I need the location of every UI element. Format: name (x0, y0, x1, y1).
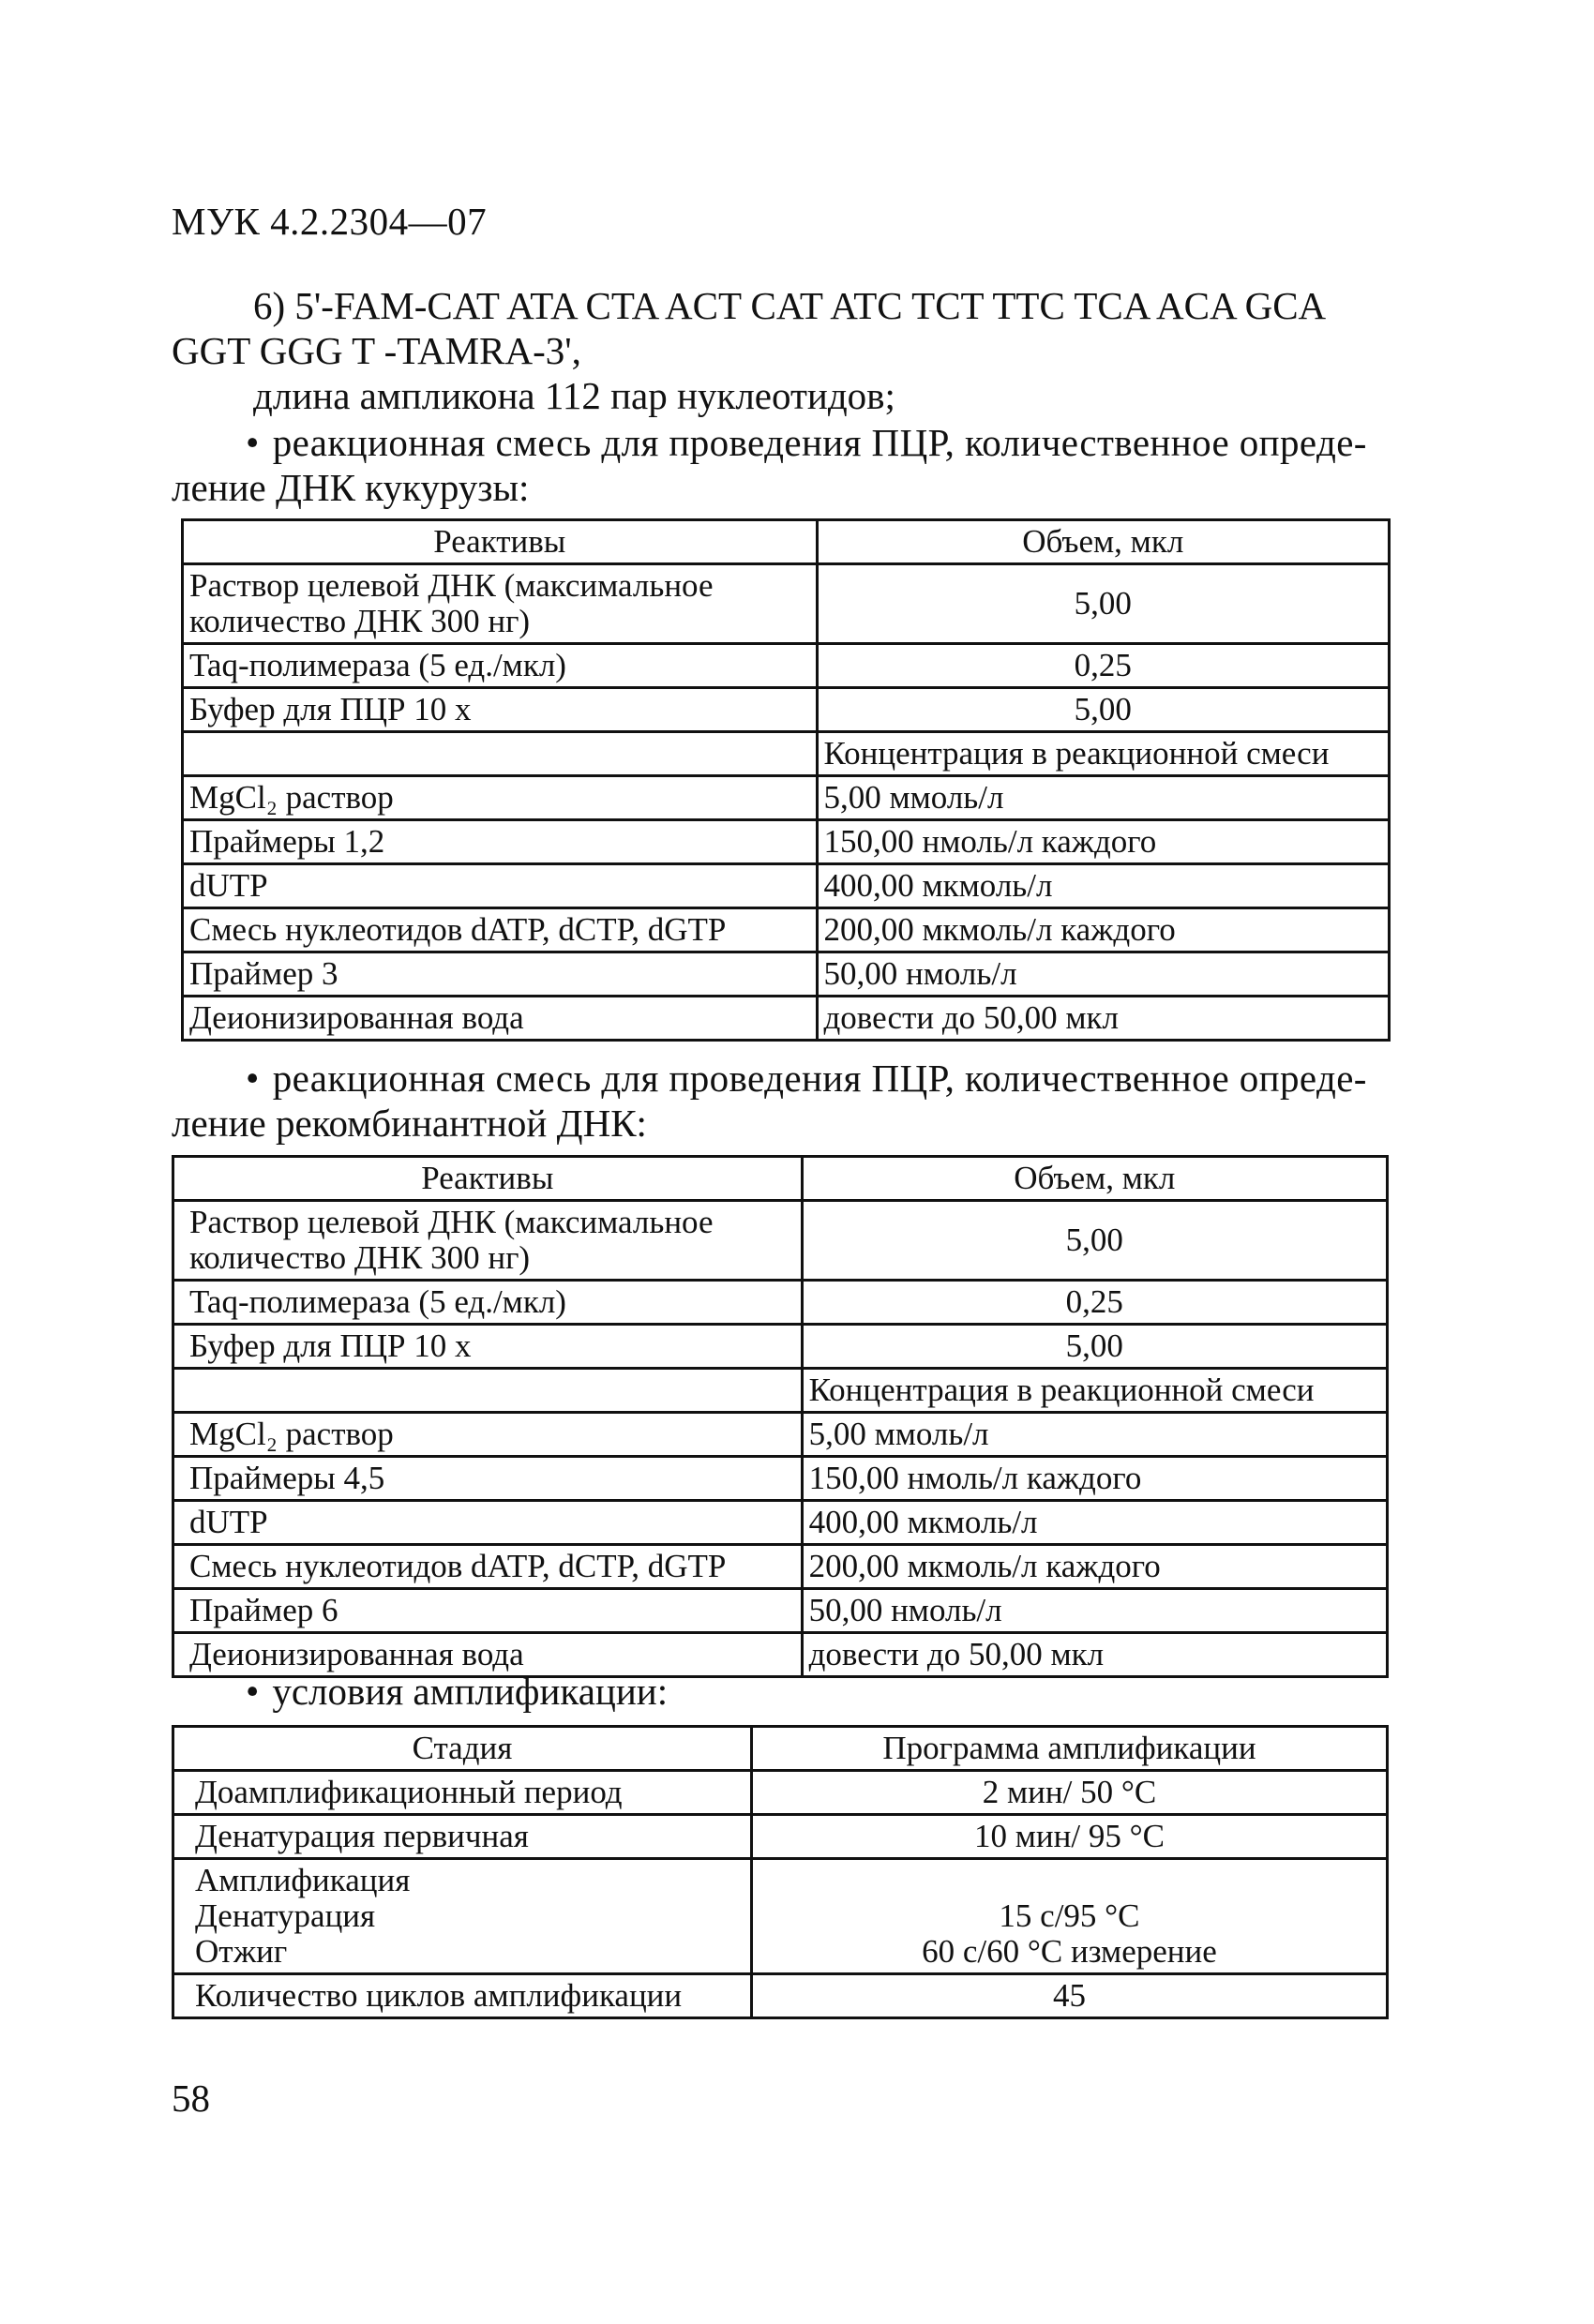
table-row (183, 776, 1390, 820)
table-cell-value: довести до 50,00 мкл (802, 1633, 1387, 1677)
probe-sequence-line2: GGT GGG T -TAMRA-3', (172, 329, 581, 372)
table-cell-value: довести до 50,00 мкл (817, 997, 1390, 1041)
amplification-conditions-table (172, 1725, 1389, 2019)
table-row (183, 997, 1390, 1041)
column-header: Программа амплификации (751, 1727, 1387, 1771)
column-header: Объем, мкл (817, 520, 1390, 564)
table-row (173, 1545, 1388, 1589)
table-cell-label: dUTP (183, 864, 818, 908)
table-cell-label (183, 732, 818, 776)
bullet-maize-mix-line2: ление ДНК кукурузы: (172, 466, 530, 509)
column-header: Реактивы (173, 1157, 803, 1201)
table-header-row (173, 1157, 1388, 1201)
table-cell-value: 5,00 ммоль/л (802, 1413, 1387, 1457)
table-row (183, 732, 1390, 776)
table-cell-value: 2 мин/ 50 °С (751, 1771, 1387, 1815)
bullet-amplification-conditions: • условия амплификации: (246, 1669, 668, 1714)
table-row (183, 820, 1390, 864)
amplicon-length: длина ампликона 112 пар нуклеотидов; (253, 374, 895, 417)
table-row (173, 1281, 1388, 1325)
table-cell-label: Деионизированная вода (173, 1633, 803, 1677)
table-row (173, 1369, 1388, 1413)
table-cell-label: Раствор целевой ДНК (максимальное количество ДНК 300 нг) (173, 1201, 803, 1281)
table-row (183, 564, 1390, 644)
table-cell-label: Деионизированная вода (183, 997, 818, 1041)
table-cell-label: Буфер для ПЦР 10 х (173, 1325, 803, 1369)
table-cell-value: 200,00 мкмоль/л каждого (802, 1545, 1387, 1589)
table-cell-value: 0,25 (802, 1281, 1387, 1325)
table-row (183, 644, 1390, 688)
table-cell-label: Амплификация Денатурация Отжиг (173, 1859, 752, 1974)
table-cell-label: Денатурация первичная (173, 1815, 752, 1859)
table-row (173, 1501, 1388, 1545)
table-cell-value: 5,00 (802, 1325, 1387, 1369)
table-cell-label: Праймеры 4,5 (173, 1457, 803, 1501)
table-cell-value: 400,00 мкмоль/л (802, 1501, 1387, 1545)
table-row (173, 1325, 1388, 1369)
table-cell-label: Taq-полимераза (5 ед./мкл) (183, 644, 818, 688)
table-cell-label: dUTP (173, 1501, 803, 1545)
table-cell-value: 10 мин/ 95 °С (751, 1815, 1387, 1859)
table-cell-label: MgCl₂ раствор (173, 1413, 803, 1457)
column-header: Стадия (173, 1727, 752, 1771)
document-header: МУК 4.2.2304—07 (172, 200, 488, 243)
table-cell-label: Праймер 3 (183, 952, 818, 997)
table-row (173, 1815, 1388, 1859)
probe-sequence-line1: 6) 5'-FAM-CAT ATA CTA ACT CAT ATC TCT TTC TCA ACA GCA (253, 284, 1327, 327)
table-cell-value: 150,00 нмоль/л каждого (817, 820, 1390, 864)
table-cell-value: 5,00 (817, 688, 1390, 732)
maize-reaction-mix-table (181, 518, 1391, 1042)
table-row (173, 1771, 1388, 1815)
bullet-recombinant-mix-line2: ление рекомбинантной ДНК: (172, 1102, 647, 1145)
table-row (173, 1589, 1388, 1633)
table-cell-label: MgCl₂ раствор (183, 776, 818, 820)
table-cell-label: Раствор целевой ДНК (максимальное количество ДНК 300 нг) (183, 564, 818, 644)
table-cell-label: Taq-полимераза (5 ед./мкл) (173, 1281, 803, 1325)
table-cell-label: Праймеры 1,2 (183, 820, 818, 864)
table-cell-value: 400,00 мкмоль/л (817, 864, 1390, 908)
table-cell-value: Концентрация в реакционной смеси (802, 1369, 1387, 1413)
table-cell-value: Концентрация в реакционной смеси (817, 732, 1390, 776)
table-cell-value: 45 (751, 1974, 1387, 2018)
table-cell-value: 0,25 (817, 644, 1390, 688)
table-cell-label: Праймер 6 (173, 1589, 803, 1633)
table-cell-label: Количество циклов амплификации (173, 1974, 752, 2018)
table-cell-value: 15 с/95 °С 60 с/60 °С измерение (751, 1859, 1387, 1974)
table-row (183, 688, 1390, 732)
bullet-recombinant-mix-line1: • реакционная смесь для проведения ПЦР, количественное опреде- (246, 1056, 1367, 1101)
table-cell-value: 5,00 (817, 564, 1390, 644)
table-cell-value: 150,00 нмоль/л каждого (802, 1457, 1387, 1501)
column-header: Реактивы (183, 520, 818, 564)
table-row (173, 1201, 1388, 1281)
page-number: 58 (172, 2077, 210, 2120)
table-cell-label: Буфер для ПЦР 10 х (183, 688, 818, 732)
table-cell-label: Смесь нуклеотидов dATP, dCTP, dGTP (173, 1545, 803, 1589)
table-cell-value: 5,00 ммоль/л (817, 776, 1390, 820)
table-cell-value: 5,00 (802, 1201, 1387, 1281)
table-cell-value: 50,00 нмоль/л (802, 1589, 1387, 1633)
table-header-row (183, 520, 1390, 564)
table-row (173, 1974, 1388, 2018)
bullet-maize-mix-line1: • реакционная смесь для проведения ПЦР, количественное опреде- (246, 420, 1367, 465)
column-header: Объем, мкл (802, 1157, 1387, 1201)
table-row (183, 908, 1390, 952)
table-cell-label (173, 1369, 803, 1413)
table-row (173, 1859, 1388, 1974)
table-header-row (173, 1727, 1388, 1771)
table-cell-value: 200,00 мкмоль/л каждого (817, 908, 1390, 952)
table-cell-label: Доамплификационный период (173, 1771, 752, 1815)
table-row (173, 1457, 1388, 1501)
table-row (183, 952, 1390, 997)
recombinant-reaction-mix-table (172, 1155, 1389, 1678)
table-cell-value: 50,00 нмоль/л (817, 952, 1390, 997)
table-row (183, 864, 1390, 908)
table-cell-label: Смесь нуклеотидов dATP, dCTP, dGTP (183, 908, 818, 952)
table-row (173, 1413, 1388, 1457)
